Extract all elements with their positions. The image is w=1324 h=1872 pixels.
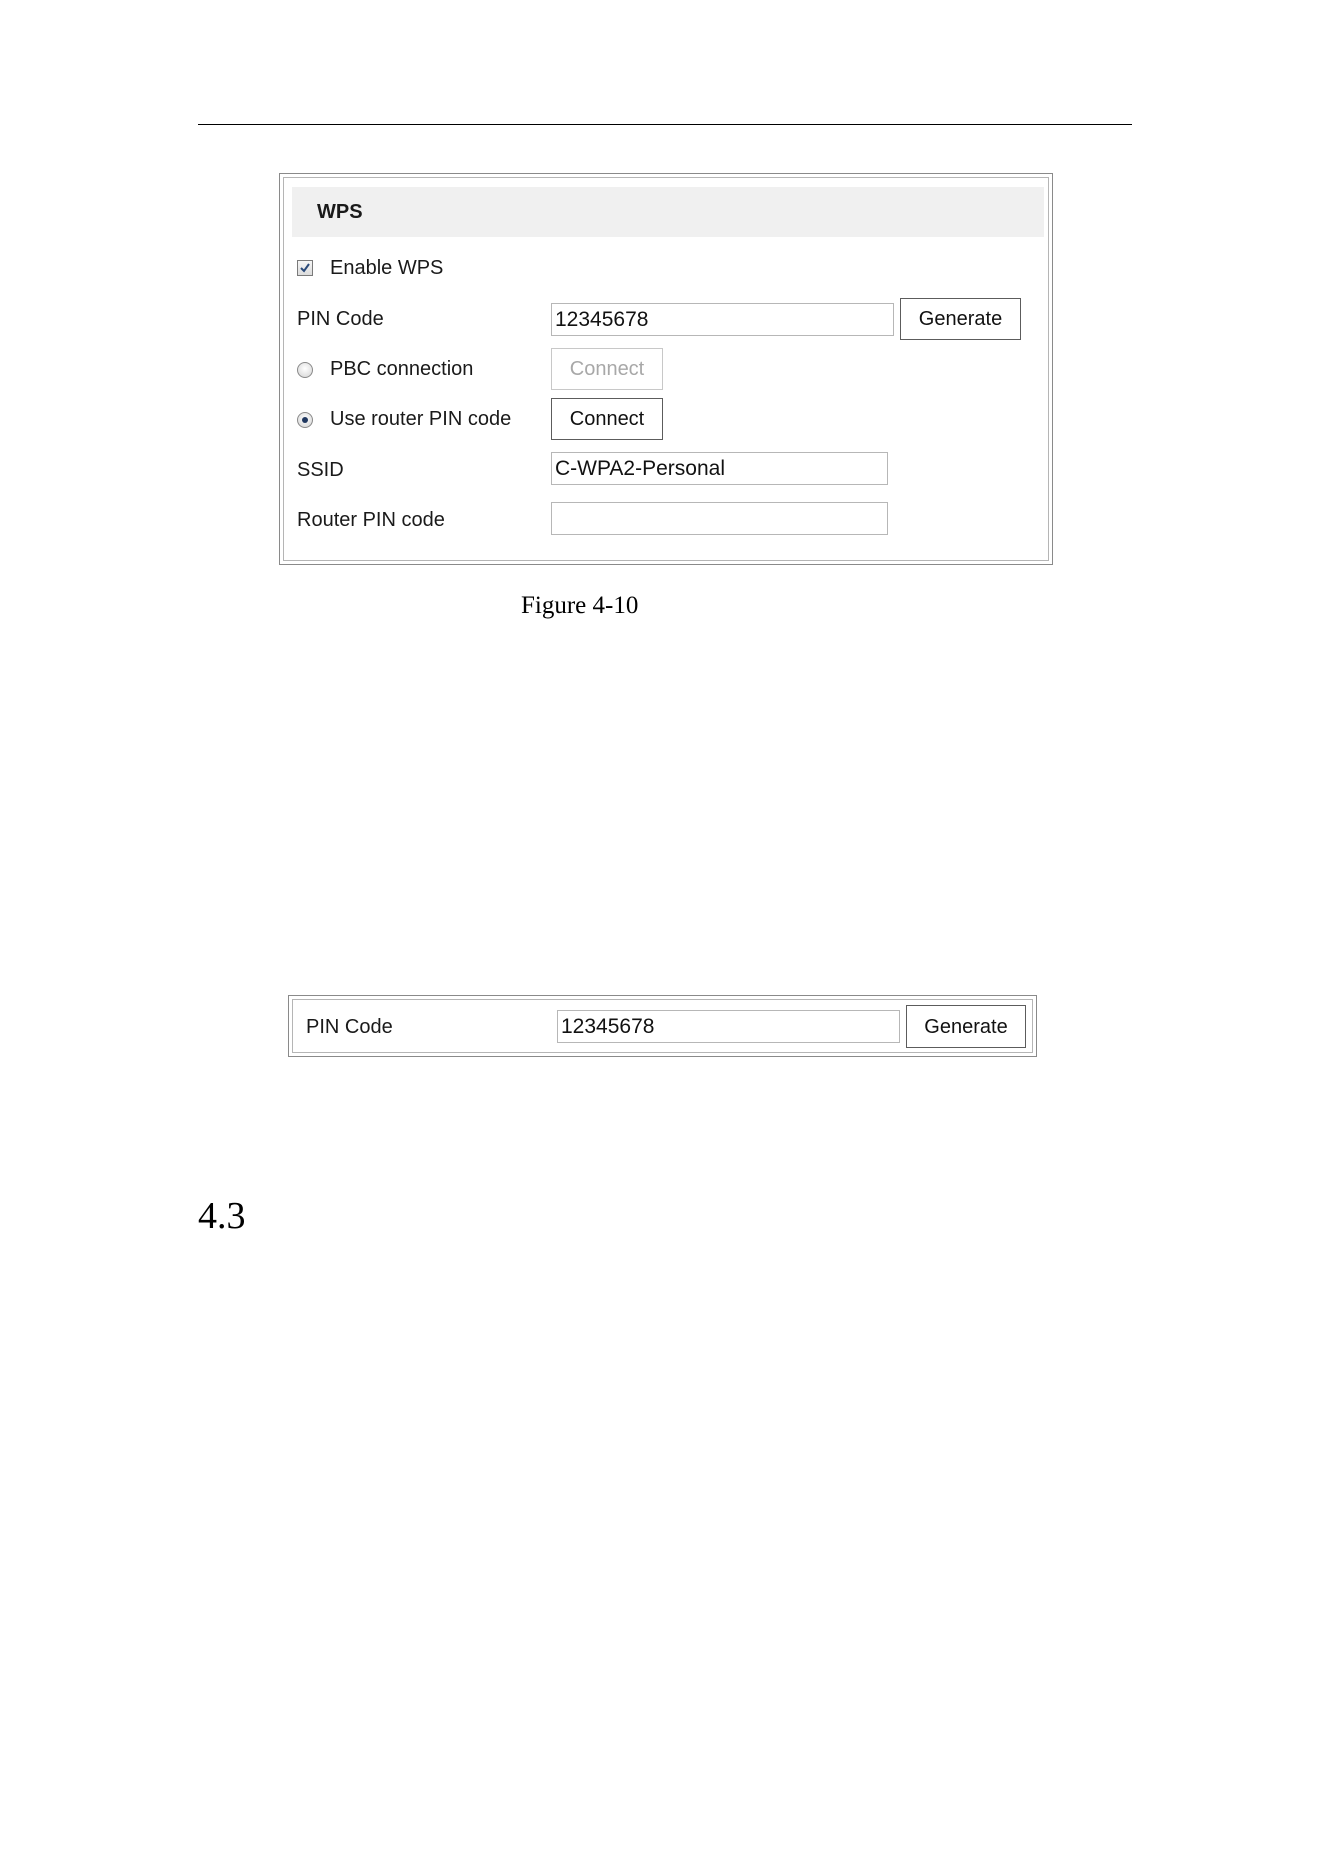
generate-pin-button[interactable]: Generate — [900, 298, 1021, 340]
wps-title: WPS — [317, 201, 363, 223]
pbc-connect-button[interactable]: Connect — [551, 348, 663, 390]
pin-code-label: PIN Code — [297, 308, 384, 330]
use-router-pin-label: Use router PIN code — [330, 408, 512, 430]
router-pin-code-input[interactable] — [551, 502, 888, 535]
router-pin-connect-button[interactable]: Connect — [551, 398, 663, 440]
checkmark-icon — [299, 262, 311, 274]
generate-pin-button[interactable]: Generate — [906, 1005, 1026, 1048]
use-router-pin-radio[interactable] — [297, 412, 313, 428]
ssid-input[interactable]: C-WPA2-Personal — [551, 452, 888, 485]
enable-wps-label: Enable WPS — [330, 257, 444, 279]
header-rule — [198, 124, 1132, 125]
section-heading-number: 4.3 — [198, 1195, 246, 1237]
pbc-connection-radio[interactable] — [297, 362, 313, 378]
pin-code-label: PIN Code — [306, 1016, 393, 1038]
radio-selected-dot — [302, 417, 308, 423]
pin-code-input[interactable]: 12345678 — [557, 1010, 900, 1043]
wps-section-header — [292, 187, 1044, 237]
pin-code-panel — [288, 995, 1037, 1057]
pbc-connection-label: PBC connection — [330, 358, 474, 380]
pin-code-input[interactable]: 12345678 — [551, 303, 894, 336]
ssid-label: SSID — [297, 459, 344, 481]
router-pin-code-label: Router PIN code — [297, 509, 445, 531]
figure-caption: Figure 4-10 — [521, 592, 639, 619]
enable-wps-checkbox[interactable] — [297, 260, 313, 276]
wps-settings-panel — [279, 173, 1053, 565]
